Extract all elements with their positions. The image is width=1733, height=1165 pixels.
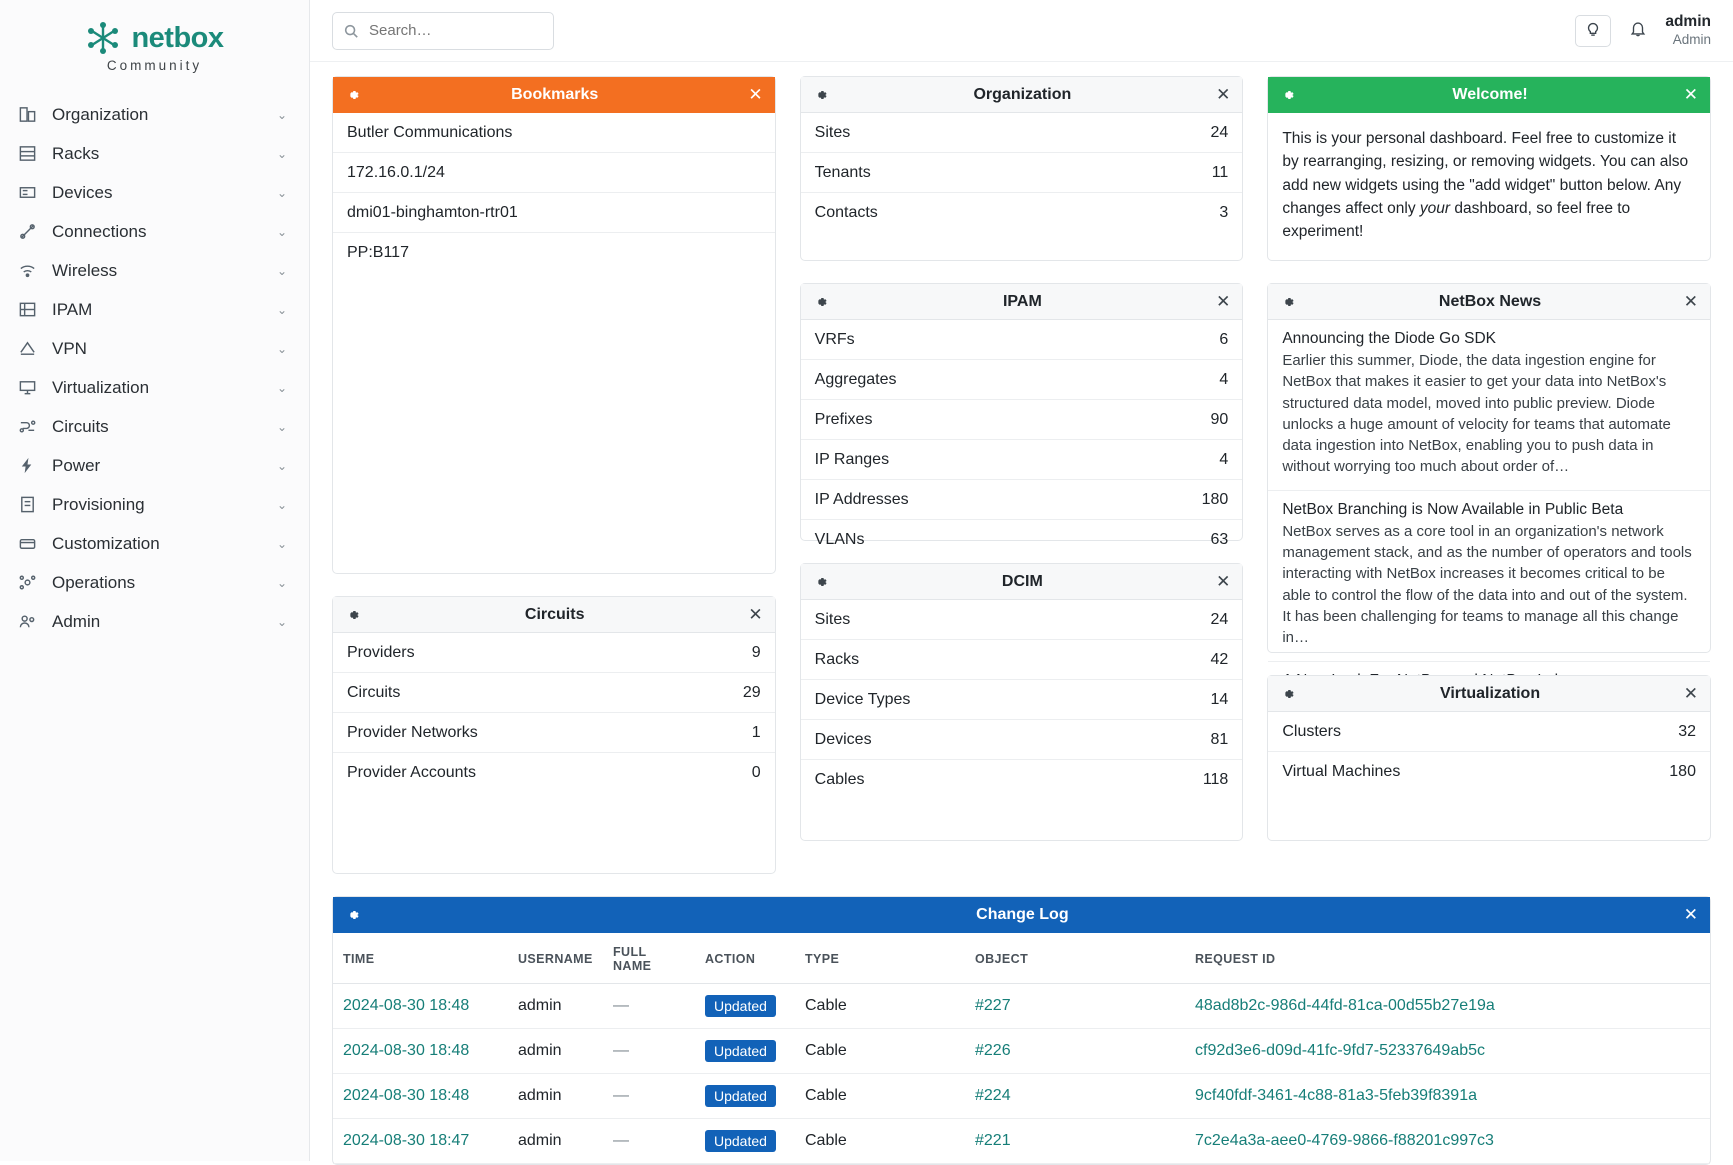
changelog-object-link[interactable]: #227 xyxy=(975,997,1011,1014)
column-header-object[interactable]: OBJECT xyxy=(965,933,1185,984)
circuits-icon xyxy=(18,417,44,436)
sidebar-item-customization[interactable] xyxy=(0,524,309,563)
column-header-time[interactable]: TIME xyxy=(333,933,508,984)
sidebar-label: Wireless xyxy=(52,260,118,280)
sidebar-item-virtualization[interactable] xyxy=(0,368,309,407)
widget-header xyxy=(333,77,775,113)
gear-icon[interactable] xyxy=(813,574,829,590)
stat-value: 11 xyxy=(1211,163,1229,181)
changelog-time-link[interactable]: 2024-08-30 18:48 xyxy=(343,1042,470,1059)
welcome-text-part1: This is your personal dashboard. Feel free to customize it by rearranging, resizing, or removing widgets. You can also add new widgets using the "add widget" button below. Any changes affect only xyxy=(1282,130,1689,217)
gear-icon[interactable] xyxy=(1280,87,1296,103)
changelog-request-id-link[interactable]: 7c2e4a3a-aee0-4769-9866-f88201c997c3 xyxy=(1195,1132,1494,1149)
changelog-fullname: — xyxy=(603,1074,695,1119)
stat-label: VRFs xyxy=(814,330,855,348)
changelog-type: Cable xyxy=(795,1074,965,1119)
sidebar-label: Connections xyxy=(52,221,147,241)
stat-label: Tenants xyxy=(814,163,871,181)
stat-label: Prefixes xyxy=(814,410,873,428)
widget-header xyxy=(1268,77,1710,113)
table-row[interactable] xyxy=(333,1074,1710,1119)
user-menu[interactable] xyxy=(1665,12,1711,48)
changelog-table xyxy=(333,933,1710,1164)
bookmark-item[interactable] xyxy=(333,113,775,153)
netbox-logo-icon xyxy=(85,20,121,56)
news-body: Earlier this summer, Diode, the data ingestion engine for NetBox that makes it easier to get your data into NetBox's structured data model, moved into public preview. Diode unlocks a huge amount of velocity for teams that automate data ingestion into NetBox, enabling you to push data in without worrying too much about order of… xyxy=(1282,352,1671,476)
user-name: admin xyxy=(1665,13,1711,31)
stat-value: 118 xyxy=(1202,771,1229,788)
widget-change-log xyxy=(332,896,1711,1165)
sidebar-label: Operations xyxy=(52,572,136,592)
stat-value: 32 xyxy=(1678,722,1696,740)
bookmark-item[interactable] xyxy=(333,153,775,193)
changelog-username: admin xyxy=(508,1074,603,1119)
news-item[interactable] xyxy=(1268,491,1710,662)
stat-label: Circuits xyxy=(347,683,401,701)
close-icon[interactable]: ✕ xyxy=(1683,905,1698,924)
status-badge: Updated xyxy=(705,995,776,1017)
stat-label: Virtual Machines xyxy=(1282,763,1401,780)
widget-title: Change Log xyxy=(976,905,1069,923)
gear-icon[interactable] xyxy=(345,907,361,923)
stat-label: IP Ranges xyxy=(814,450,890,468)
welcome-text xyxy=(1268,113,1710,259)
sidebar-label: Circuits xyxy=(52,416,109,436)
stat-value: 0 xyxy=(751,764,761,781)
stat-value: 90 xyxy=(1210,410,1229,428)
column-header-username[interactable]: USERNAME xyxy=(508,933,603,984)
topbar-actions xyxy=(1575,12,1711,48)
changelog-username: admin xyxy=(508,1029,603,1074)
sidebar xyxy=(0,0,310,1161)
stat-value: 29 xyxy=(742,683,761,701)
bookmark-label: Butler Communications xyxy=(347,123,513,141)
provisioning-icon xyxy=(18,495,44,514)
news-item[interactable] xyxy=(1268,320,1710,491)
brand-subtitle: Community xyxy=(106,58,203,73)
sidebar-label: VPN xyxy=(52,338,87,358)
brand-logo[interactable] xyxy=(0,6,309,89)
admin-icon xyxy=(18,612,44,631)
stat-label: Contacts xyxy=(814,204,878,221)
widget-header xyxy=(1268,284,1710,320)
stat-label: Sites xyxy=(814,610,851,628)
bookmark-label: dmi01-binghamton-rtr01 xyxy=(347,203,518,221)
stat-label: Aggregates xyxy=(814,370,897,388)
gear-icon[interactable] xyxy=(813,294,829,310)
stat-row[interactable] xyxy=(1268,752,1710,792)
sidebar-item-admin[interactable] xyxy=(0,602,309,641)
stat-value: 180 xyxy=(1201,490,1229,508)
widget-circuits xyxy=(332,596,776,874)
chevron-down-icon: ⌄ xyxy=(276,263,287,278)
changelog-fullname: — xyxy=(603,984,695,1029)
stat-label: Provider Accounts xyxy=(347,764,476,781)
stat-row[interactable] xyxy=(801,193,1243,233)
sidebar-label: IPAM xyxy=(52,299,93,319)
sidebar-item-power[interactable] xyxy=(0,446,309,485)
changelog-object-link[interactable]: #226 xyxy=(975,1042,1011,1059)
widget-title: Circuits xyxy=(524,605,585,623)
lightbulb-icon xyxy=(1585,19,1601,42)
top-bar xyxy=(310,0,1733,62)
bookmark-label: PP:B117 xyxy=(347,244,409,261)
stat-label: VLANs xyxy=(814,531,865,548)
column-header-fullname[interactable]: FULL NAME xyxy=(603,933,695,984)
stat-value: 3 xyxy=(1219,204,1229,221)
chevron-down-icon: ⌄ xyxy=(276,380,287,395)
widget-header xyxy=(801,564,1243,600)
stat-label: Sites xyxy=(814,123,851,141)
stat-row[interactable] xyxy=(801,320,1243,360)
gear-icon[interactable] xyxy=(1280,294,1296,310)
chevron-down-icon: ⌄ xyxy=(276,497,287,512)
virtualization-icon xyxy=(18,378,44,397)
widget-header xyxy=(801,77,1243,113)
sidebar-item-circuits[interactable] xyxy=(0,407,309,446)
widget-header xyxy=(801,284,1243,320)
gear-icon[interactable] xyxy=(813,87,829,103)
bookmark-item[interactable] xyxy=(333,193,775,233)
main-area xyxy=(310,0,1733,1161)
stat-row[interactable] xyxy=(801,400,1243,440)
widget-bookmarks xyxy=(332,76,776,574)
widget-title: Welcome! xyxy=(1452,85,1528,103)
changelog-type: Cable xyxy=(795,1029,965,1074)
news-body: NetBox serves as a core tool in an organization's network management stack, and as the number of operators and tools interacting with NetBox increases it becomes critical to be able to control the flow of the data into and out of the system. It has been challenging for teams to manage all this change in… xyxy=(1282,522,1692,647)
changelog-username: admin xyxy=(508,1119,603,1164)
welcome-text-emphasis: your xyxy=(1419,199,1451,217)
stat-row[interactable] xyxy=(801,640,1243,680)
chevron-down-icon: ⌄ xyxy=(276,419,287,434)
sidebar-label: Provisioning xyxy=(52,494,145,514)
bookmark-item[interactable] xyxy=(333,233,775,273)
changelog-type: Cable xyxy=(795,1119,965,1164)
dashboard-column-2 xyxy=(800,76,1244,874)
notifications-button[interactable] xyxy=(1629,19,1647,43)
customization-icon xyxy=(18,534,44,553)
gear-icon[interactable] xyxy=(1280,686,1296,702)
changelog-fullname: — xyxy=(603,1119,695,1164)
sidebar-nav xyxy=(0,95,309,641)
stat-label: Racks xyxy=(814,650,860,668)
close-icon[interactable]: ✕ xyxy=(1683,85,1698,104)
stat-row[interactable] xyxy=(801,113,1243,153)
wireless-icon xyxy=(18,261,44,280)
rack-icon xyxy=(18,144,44,163)
sidebar-label: Power xyxy=(52,455,101,475)
welcome-text-part2: dashboard, so feel free to experiment! xyxy=(1282,199,1631,240)
widget-ipam xyxy=(800,283,1244,548)
widget-header xyxy=(1268,676,1710,712)
stat-value: 1 xyxy=(751,723,761,741)
changelog-request-id-link[interactable]: 9cf40fdf-3461-4c88-81a3-5feb39f8391a xyxy=(1195,1087,1477,1104)
sidebar-item-wireless[interactable] xyxy=(0,251,309,290)
widget-organization xyxy=(800,76,1244,261)
changelog-username: admin xyxy=(508,984,603,1029)
chevron-down-icon: ⌄ xyxy=(276,575,287,590)
sidebar-label: Racks xyxy=(52,143,100,163)
stat-row[interactable] xyxy=(801,600,1243,640)
widget-title: Virtualization xyxy=(1439,684,1541,702)
changelog-time-link[interactable]: 2024-08-30 18:47 xyxy=(343,1132,470,1149)
chevron-down-icon: ⌄ xyxy=(276,107,287,122)
sidebar-item-ipam[interactable] xyxy=(0,290,309,329)
stat-value: 42 xyxy=(1210,650,1229,668)
device-icon xyxy=(18,183,44,202)
changelog-time-link[interactable]: 2024-08-30 18:48 xyxy=(343,997,470,1014)
status-badge: Updated xyxy=(705,1085,776,1107)
stat-value: 4 xyxy=(1219,450,1229,468)
stat-row[interactable] xyxy=(801,680,1243,720)
changelog-object-link[interactable]: #221 xyxy=(975,1132,1011,1149)
stat-label: Provider Networks xyxy=(347,723,478,741)
gear-icon[interactable] xyxy=(345,87,361,103)
widget-welcome xyxy=(1267,76,1711,261)
changelog-request-id-link[interactable]: 48ad8b2c-986d-44fd-81ca-00d55b27e19a xyxy=(1195,997,1495,1014)
close-icon[interactable]: ✕ xyxy=(748,85,763,104)
news-title: NetBox Branching is Now Available in Public Beta xyxy=(1282,500,1624,518)
stat-value: 81 xyxy=(1210,730,1229,748)
widget-title: NetBox News xyxy=(1438,292,1542,310)
widget-header xyxy=(333,897,1710,933)
stat-value: 6 xyxy=(1219,330,1229,348)
table-row[interactable] xyxy=(333,984,1710,1029)
stat-value: 9 xyxy=(751,643,761,661)
close-icon[interactable]: ✕ xyxy=(1683,684,1698,703)
sidebar-label: Admin xyxy=(52,611,101,631)
changelog-request-id-link[interactable]: cf92d3e6-d09d-41fc-9fd7-52337649ab5c xyxy=(1195,1042,1486,1059)
stat-row[interactable] xyxy=(333,633,775,673)
stat-row[interactable] xyxy=(1268,712,1710,752)
user-role: Admin xyxy=(1672,31,1711,47)
chevron-down-icon: ⌄ xyxy=(276,302,287,317)
table-row[interactable] xyxy=(333,1119,1710,1164)
sidebar-item-organization[interactable] xyxy=(0,95,309,134)
close-icon[interactable]: ✕ xyxy=(1216,85,1231,104)
sidebar-item-vpn[interactable] xyxy=(0,329,309,368)
table-row[interactable] xyxy=(333,1029,1710,1074)
chevron-down-icon: ⌄ xyxy=(276,458,287,473)
ipam-icon xyxy=(18,300,44,319)
column-header-request-id[interactable]: REQUEST ID xyxy=(1185,933,1710,984)
changelog-time-link[interactable]: 2024-08-30 18:48 xyxy=(343,1087,470,1104)
stat-row[interactable] xyxy=(333,713,775,753)
widget-title: Bookmarks xyxy=(511,85,599,103)
changelog-fullname: — xyxy=(603,1029,695,1074)
stat-row[interactable] xyxy=(801,520,1243,560)
chevron-down-icon: ⌄ xyxy=(276,536,287,551)
sidebar-item-devices[interactable] xyxy=(0,173,309,212)
stat-label: Providers xyxy=(347,643,415,661)
sidebar-label: Devices xyxy=(52,182,113,202)
widget-title: IPAM xyxy=(1002,292,1042,310)
sidebar-item-provisioning[interactable] xyxy=(0,485,309,524)
close-icon[interactable]: ✕ xyxy=(1216,292,1231,311)
sidebar-item-operations[interactable] xyxy=(0,563,309,602)
widget-header xyxy=(333,597,775,633)
connections-icon xyxy=(18,222,44,241)
vpn-icon xyxy=(18,339,44,358)
stat-row[interactable] xyxy=(801,153,1243,193)
close-icon[interactable]: ✕ xyxy=(748,605,763,624)
close-icon[interactable]: ✕ xyxy=(1683,292,1698,311)
changelog-object-link[interactable]: #224 xyxy=(975,1087,1011,1104)
sidebar-item-racks[interactable] xyxy=(0,134,309,173)
chevron-down-icon: ⌄ xyxy=(276,614,287,629)
stat-row[interactable] xyxy=(801,440,1243,480)
stat-label: Cables xyxy=(814,771,865,788)
widget-dcim xyxy=(800,563,1244,841)
brand-name: netbox xyxy=(131,21,224,54)
stat-value: 63 xyxy=(1210,531,1229,548)
chevron-down-icon: ⌄ xyxy=(276,224,287,239)
status-badge: Updated xyxy=(705,1040,776,1062)
widget-title: Organization xyxy=(973,85,1072,103)
close-icon[interactable]: ✕ xyxy=(1216,572,1231,591)
stat-value: 180 xyxy=(1669,763,1696,780)
chevron-down-icon: ⌄ xyxy=(276,341,287,356)
chevron-down-icon: ⌄ xyxy=(276,146,287,161)
dashboard-column-1 xyxy=(332,76,776,874)
search-box[interactable] xyxy=(332,12,554,50)
organization-icon xyxy=(18,105,44,124)
dashboard-grid xyxy=(310,62,1733,874)
stat-label: Clusters xyxy=(1282,722,1342,740)
table-header-row xyxy=(333,933,1710,984)
widget-netbox-news xyxy=(1267,283,1711,653)
stat-row[interactable] xyxy=(801,480,1243,520)
news-list[interactable] xyxy=(1268,320,1710,653)
stat-value: 4 xyxy=(1219,370,1229,388)
bookmark-label: 172.16.0.1/24 xyxy=(347,163,445,181)
stat-label: Device Types xyxy=(814,690,911,708)
stat-row[interactable] xyxy=(801,360,1243,400)
bell-icon xyxy=(1629,19,1647,43)
sidebar-label: Virtualization xyxy=(52,377,150,397)
stat-row[interactable] xyxy=(333,673,775,713)
dashboard-column-3 xyxy=(1267,76,1711,874)
power-icon xyxy=(18,456,44,475)
sidebar-item-connections[interactable] xyxy=(0,212,309,251)
search-input[interactable] xyxy=(367,21,543,40)
theme-toggle-button[interactable] xyxy=(1575,15,1611,47)
stat-value: 24 xyxy=(1210,123,1229,141)
stat-row[interactable] xyxy=(801,760,1243,800)
column-header-action[interactable]: ACTION xyxy=(695,933,795,984)
column-header-type[interactable]: TYPE xyxy=(795,933,965,984)
chevron-down-icon: ⌄ xyxy=(276,185,287,200)
changelog-type: Cable xyxy=(795,984,965,1029)
sidebar-label: Organization xyxy=(52,104,149,124)
stat-label: IP Addresses xyxy=(814,490,909,508)
operations-icon xyxy=(18,573,44,592)
status-badge: Updated xyxy=(705,1130,776,1152)
news-title: Announcing the Diode Go SDK xyxy=(1282,330,1497,347)
search-icon xyxy=(343,23,359,39)
stat-value: 24 xyxy=(1210,610,1229,628)
widget-virtualization xyxy=(1267,675,1711,841)
sidebar-label: Customization xyxy=(52,533,160,553)
stat-row[interactable] xyxy=(333,753,775,793)
widget-title: DCIM xyxy=(1001,572,1043,590)
stat-row[interactable] xyxy=(801,720,1243,760)
stat-label: Devices xyxy=(814,730,872,748)
stat-value: 14 xyxy=(1210,690,1229,708)
gear-icon[interactable] xyxy=(345,607,361,623)
